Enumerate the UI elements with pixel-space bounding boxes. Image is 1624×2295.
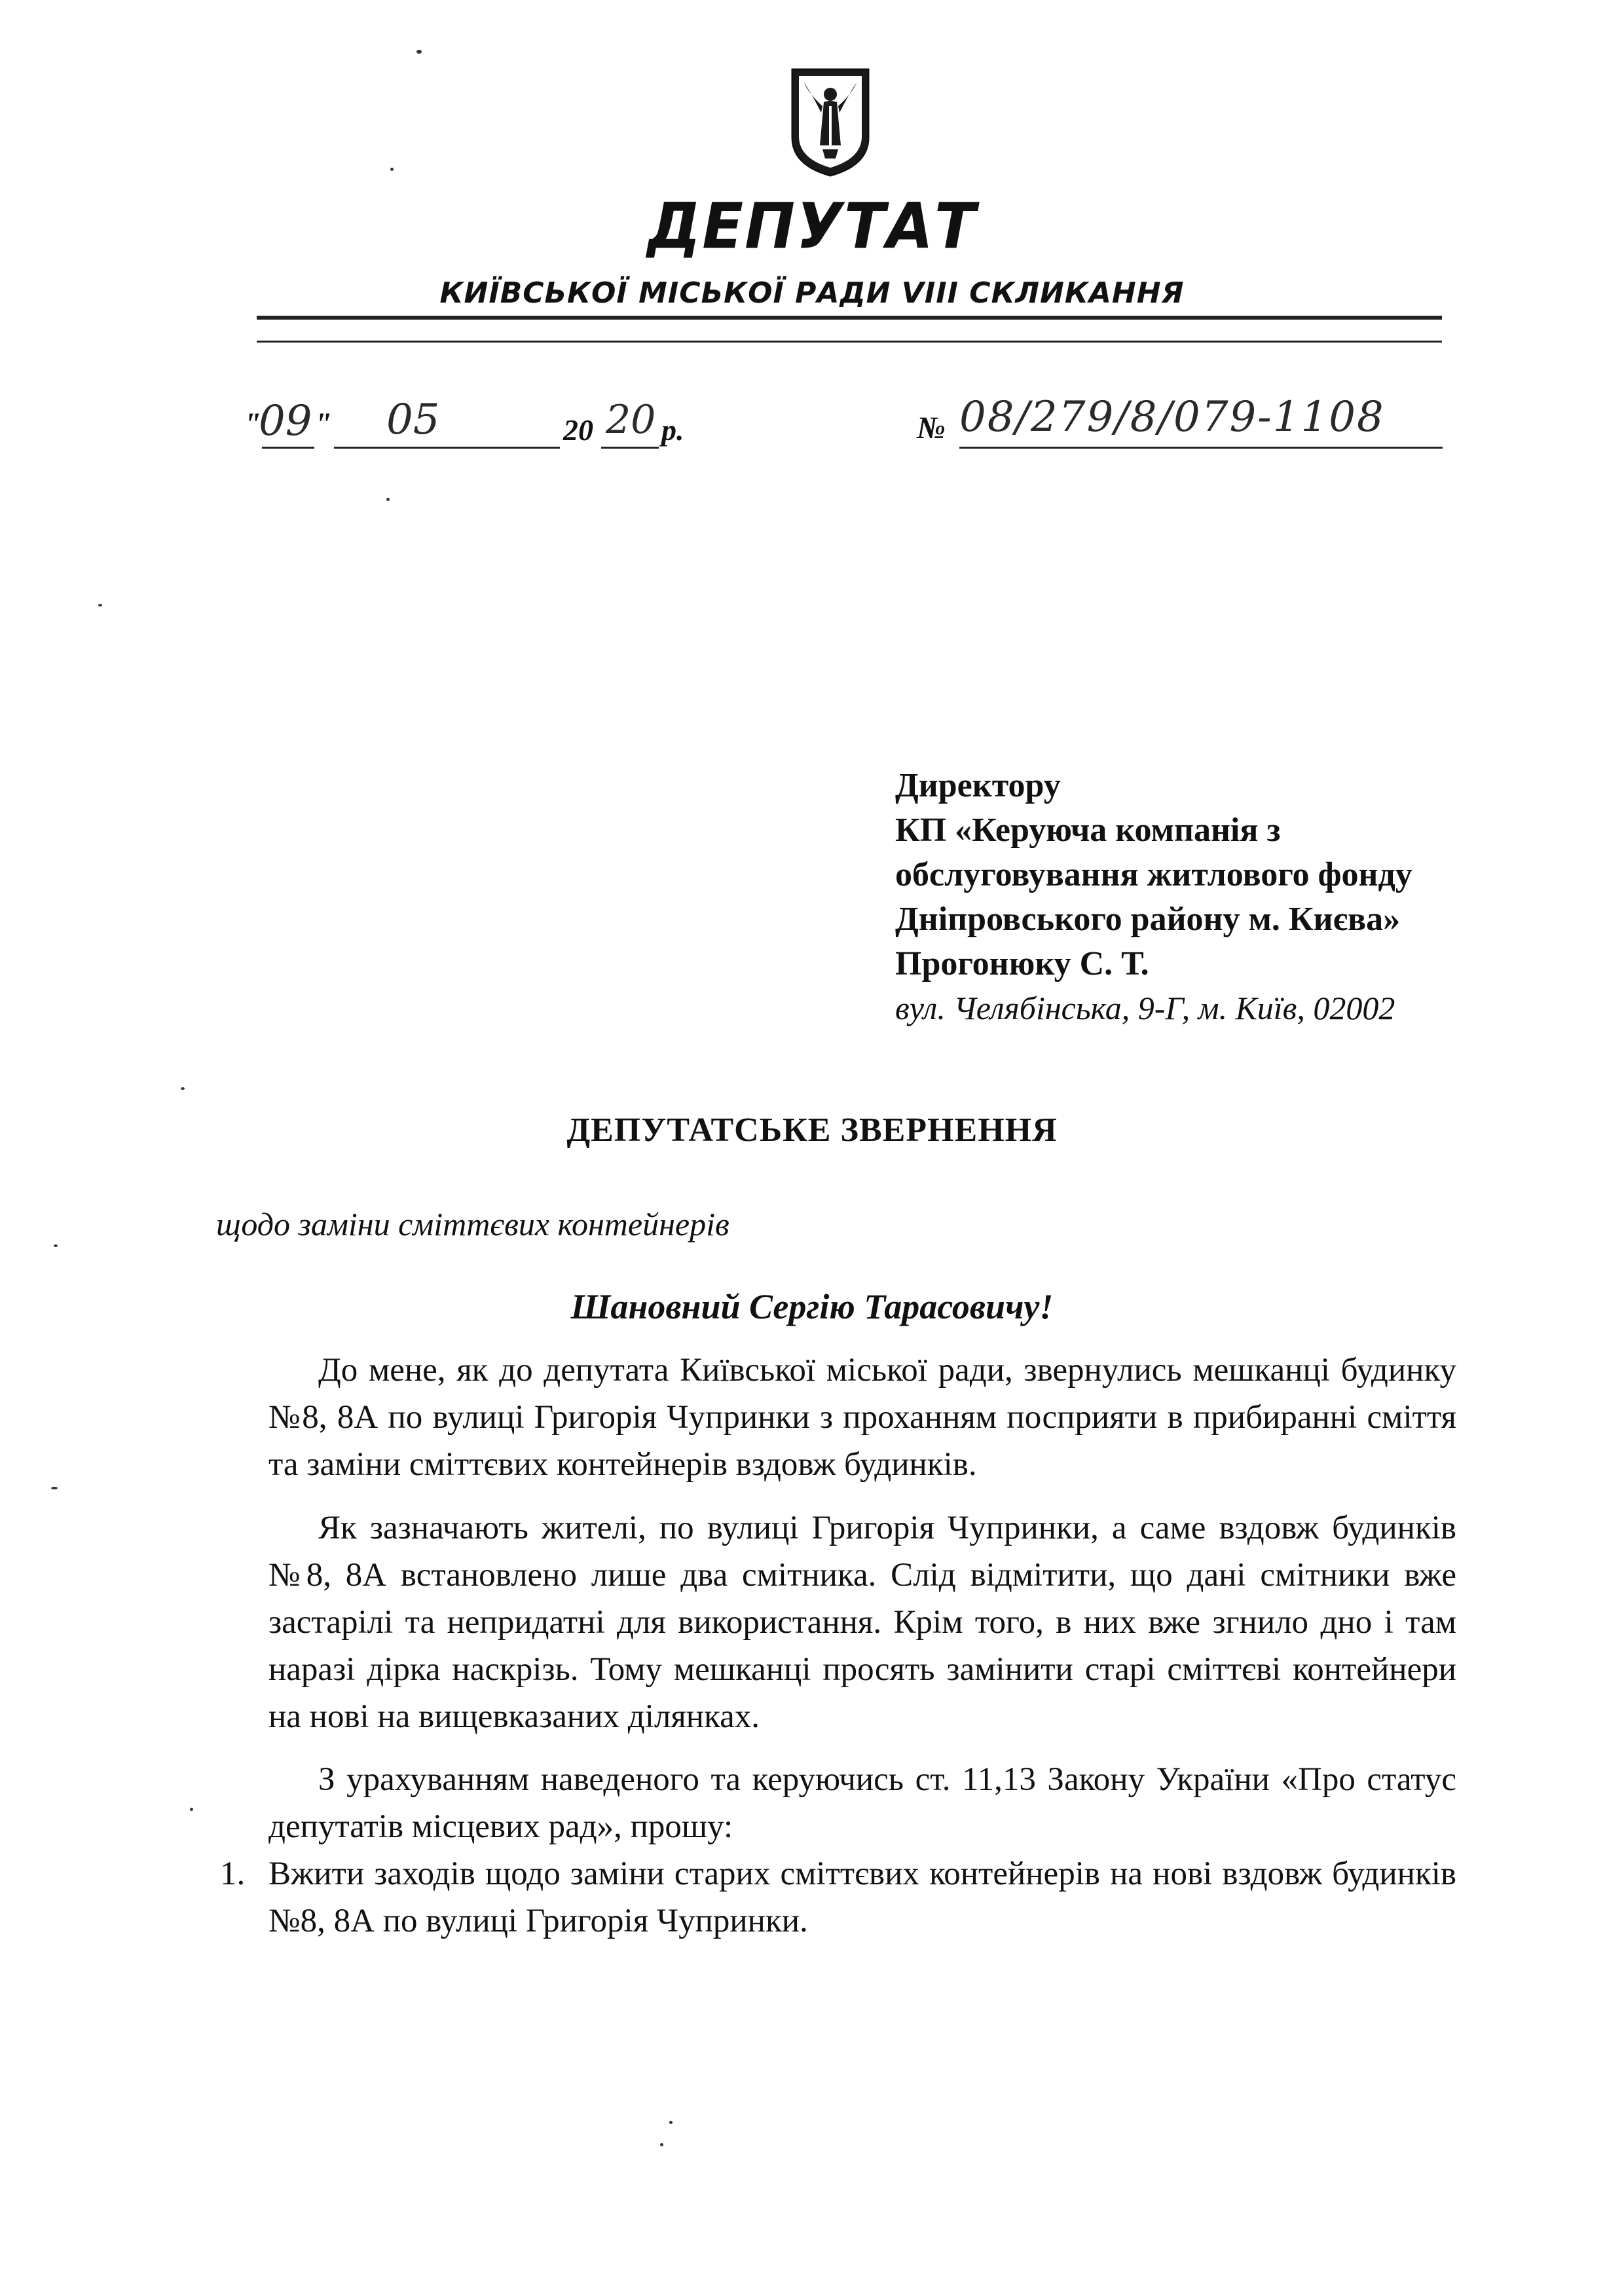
number-sign: № <box>917 411 946 445</box>
scan-speck <box>54 1244 58 1247</box>
date-day: 09 <box>259 397 312 445</box>
header-rule-thick <box>257 316 1442 320</box>
addressee-name: Прогонюку С. Т. <box>895 945 1149 982</box>
list-item-number: 1. <box>220 1856 246 1892</box>
addressee-address: вул. Челябінська, 9-Г, м. Київ, 02002 <box>895 990 1395 1026</box>
date-month: 05 <box>386 396 440 444</box>
body-paragraph: До мене, як до депутата Київської міської ради, звернулись мешканці будинку №8, 8А по вулиці Григорія Чупринки з проханням посприяти в прибиранні сміття та заміни сміттєвих контейнерів вздовж будинків. <box>268 1352 1456 1483</box>
date-year-suffix: 20 <box>606 397 656 443</box>
list-item <box>220 1850 1456 1945</box>
scan-speck <box>98 604 102 606</box>
body-paragraph: З урахуванням наведеного та керуючись ст. 11,13 Закону України «Про статус депутатів місцевих рад», прошу: <box>268 1761 1456 1845</box>
addressee-line: Дніпровського району м. Києва» <box>895 901 1401 938</box>
addressee-line: КП «Керуюча компанія з <box>895 812 1281 849</box>
scan-speck <box>181 1087 185 1090</box>
list-item-text: Вжити заходів щодо заміни старих сміттєвих контейнерів на нові вздовж будинків №8, 8А по вулиці Григорія Чупринки. <box>268 1856 1456 1939</box>
document-title: ДЕПУТАТСЬКЕ ЗВЕРНЕННЯ <box>566 1111 1058 1149</box>
date-close-quote: " <box>314 407 332 441</box>
scan-speck <box>190 1808 193 1811</box>
scan-speck <box>386 498 390 501</box>
document-subject: щодо заміни сміттєвих контейнерів <box>216 1206 729 1242</box>
date-day-line <box>262 447 314 449</box>
addressee-line: Директору <box>895 767 1061 804</box>
scan-speck <box>416 50 422 54</box>
kyiv-coat-of-arms-icon <box>790 67 871 178</box>
scan-speck <box>669 2121 673 2124</box>
date-year-mark: р. <box>661 413 684 447</box>
body-paragraph: Як зазначають жителі, по вулиці Григорія Чупринки, а саме вздовж будинків №8, 8А встановлено лише два смітника. Слід відмітити, що дані смітники вже застарілі та непридатні для використання. Крім того, в них вже згнило дно і там наразі дірка наскрізь. Тому мешканці просять замінити старі сміттєві контейнери на нові на вищевказаних ділянках. <box>268 1510 1456 1735</box>
page-subtitle: КИЇВСЬКОЇ МІСЬКОЇ РАДИ VIII СКЛИКАННЯ <box>439 276 1185 310</box>
page-title: ДЕПУТАТ <box>647 189 977 263</box>
addressee-line: обслуговування житлового фонду <box>895 856 1412 893</box>
header-rule-thin <box>257 341 1442 343</box>
scan-speck <box>51 1487 58 1489</box>
date-year-line <box>601 447 659 449</box>
scan-speck <box>660 2143 663 2146</box>
date-century: 20 <box>563 413 593 447</box>
salutation: Шановний Сергію Тарасовичу! <box>570 1287 1054 1326</box>
date-month-line <box>334 447 560 449</box>
document-number-line <box>959 447 1443 449</box>
document-number: 08/279/8/079-1108 <box>959 393 1385 441</box>
date-open-quote: " <box>244 407 261 441</box>
scan-speck <box>390 168 394 171</box>
